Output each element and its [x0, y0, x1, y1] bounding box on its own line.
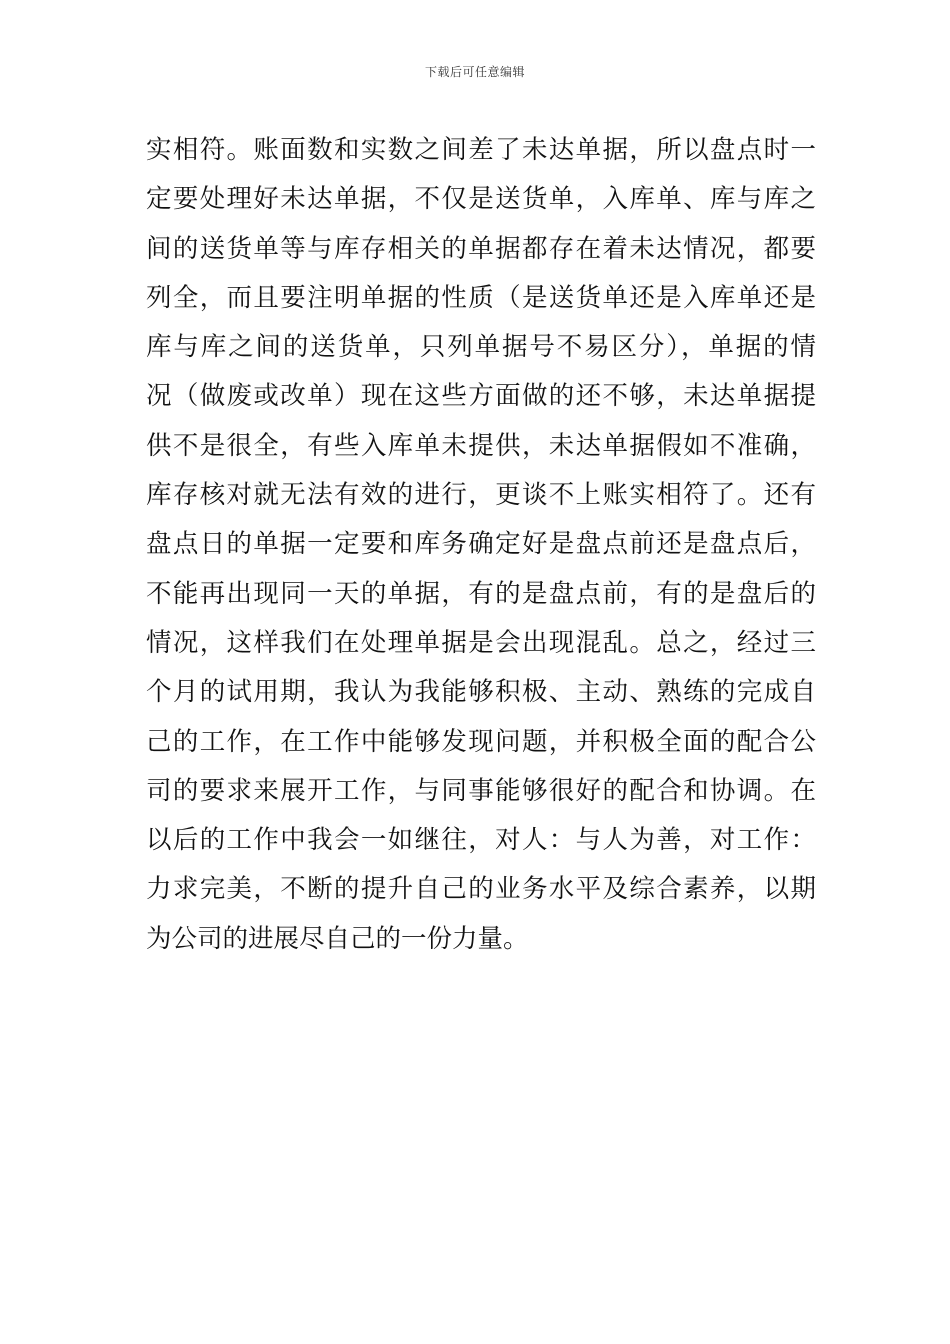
text-line: 定要处理好未达单据，不仅是送货单，入库单、库与库之 [146, 184, 816, 215]
text-line: 实相符。账面数和实数之间差了未达单据，所以盘点时一 [146, 135, 816, 165]
text-line: 盘点日的单据一定要和库务确定好是盘点前还是盘点后， [146, 529, 816, 560]
text-line: 力求完美，不断的提升自己的业务水平及综合素养，以期 [146, 874, 816, 905]
page-header: 下载后可任意编辑 [424, 65, 525, 79]
text-line: 情况，这样我们在处理单据是会出现混乱。总之，经过三 [146, 627, 816, 658]
text-line: 库与库之间的送货单，只列单据号不易区分），单据的情 [146, 332, 816, 363]
body-paragraph [146, 126, 816, 964]
text-line: 库存核对就无法有效的进行，更谈不上账实相符了。还有 [146, 480, 816, 511]
text-line: 列全，而且要注明单据的性质（是送货单还是入库单还是 [146, 282, 816, 313]
text-line: 间的送货单等与库存相关的单据都存在着未达情况，都要 [146, 233, 816, 264]
text-line: 个月的试用期，我认为我能够积极、主动、熟练的完成自 [146, 677, 816, 708]
text-line: 己的工作，在工作中能够发现问题，并积极全面的配合公 [146, 726, 816, 757]
text-line: 不能再出现同一天的单据，有的是盘点前，有的是盘后的 [146, 578, 816, 609]
text-line: 供不是很全，有些入库单未提供，未达单据假如不准确， [146, 430, 816, 461]
text-line: 司的要求来展开工作，与同事能够很好的配合和协调。在 [146, 775, 816, 806]
text-line: 况（做废或改单）现在这些方面做的还不够，未达单据提 [146, 381, 816, 412]
text-line: 为公司的进展尽自己的一份力量。 [146, 923, 529, 954]
text-line: 以后的工作中我会一如继往，对人：与人为善，对工作： [146, 825, 816, 856]
